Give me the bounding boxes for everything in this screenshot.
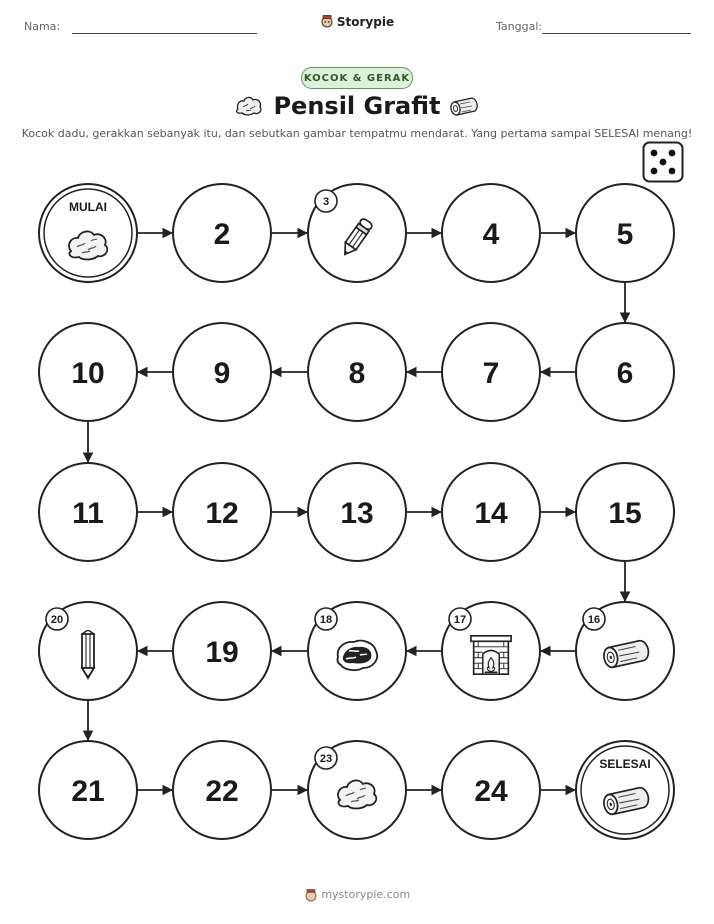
footer [0, 888, 714, 902]
space-number-badge [46, 608, 68, 630]
board-spaces [39, 184, 674, 839]
board-space [308, 184, 406, 282]
board-space [173, 741, 271, 839]
board-space [442, 463, 540, 561]
start-space [39, 184, 137, 282]
space-number: 22 [205, 775, 239, 808]
badge-number: 18 [319, 614, 333, 626]
space-number: 6 [616, 357, 634, 390]
board-space [308, 741, 406, 839]
date-label: Tanggal: [496, 20, 543, 33]
space-number: 12 [205, 497, 239, 530]
space-number: 11 [72, 497, 104, 530]
instructions: Kocok dadu, gerakkan sebanyak itu, dan sebutkan gambar tempatmu mendarat. Yang pertama sampai SELESAI menang! [21, 127, 693, 140]
space-number: 19 [205, 636, 239, 669]
space-number: 9 [213, 357, 231, 390]
space-number: 15 [608, 497, 642, 530]
board-space [442, 602, 540, 700]
space-number-badge [315, 190, 337, 212]
category-tag: KOCOK & GERAK [301, 67, 413, 89]
space-number: 8 [348, 357, 366, 390]
badge-number: 16 [587, 614, 601, 626]
footer-url: mystorypie.com [321, 888, 411, 901]
board-space [308, 463, 406, 561]
board-space [442, 741, 540, 839]
finish-space [576, 741, 674, 839]
space-number-badge [583, 608, 605, 630]
coal-icon [337, 641, 377, 671]
name-label: Nama: [24, 20, 61, 33]
board-space [576, 463, 674, 561]
brand-name: Storypie [336, 15, 395, 29]
board-space [576, 602, 674, 700]
space-number: 13 [340, 497, 374, 530]
storypie-logo-icon [304, 888, 322, 901]
board-space [173, 463, 271, 561]
board-space [173, 184, 271, 282]
board-space [173, 602, 271, 700]
space-number: 2 [213, 218, 231, 251]
pencil-icon [82, 630, 94, 678]
page-title: Pensil Grafit [273, 92, 441, 120]
start-label: MULAI [69, 200, 107, 214]
badge-number: 3 [322, 196, 330, 208]
finish-label: SELESAI [599, 757, 651, 771]
board-space [308, 602, 406, 700]
board-space [442, 323, 540, 421]
badge-number: 17 [453, 614, 467, 626]
space-number: 5 [616, 218, 634, 251]
board-space [576, 184, 674, 282]
board-space [39, 741, 137, 839]
space-number: 14 [474, 497, 508, 530]
board-space [576, 323, 674, 421]
space-number-badge [315, 747, 337, 769]
space-number: 7 [482, 357, 500, 390]
badge-number: 23 [319, 753, 333, 765]
board-space [39, 463, 137, 561]
board-space [308, 323, 406, 421]
space-number: 21 [71, 775, 105, 808]
space-number-badge [315, 608, 337, 630]
space-number: 4 [482, 218, 500, 251]
board-space [39, 323, 137, 421]
board-space [173, 323, 271, 421]
space-number: 24 [474, 775, 508, 808]
space-number: 10 [71, 357, 105, 390]
space-number-badge [449, 608, 471, 630]
fireplace-icon [471, 636, 511, 674]
board-space [442, 184, 540, 282]
badge-number: 20 [50, 614, 64, 626]
board-space [39, 602, 137, 700]
